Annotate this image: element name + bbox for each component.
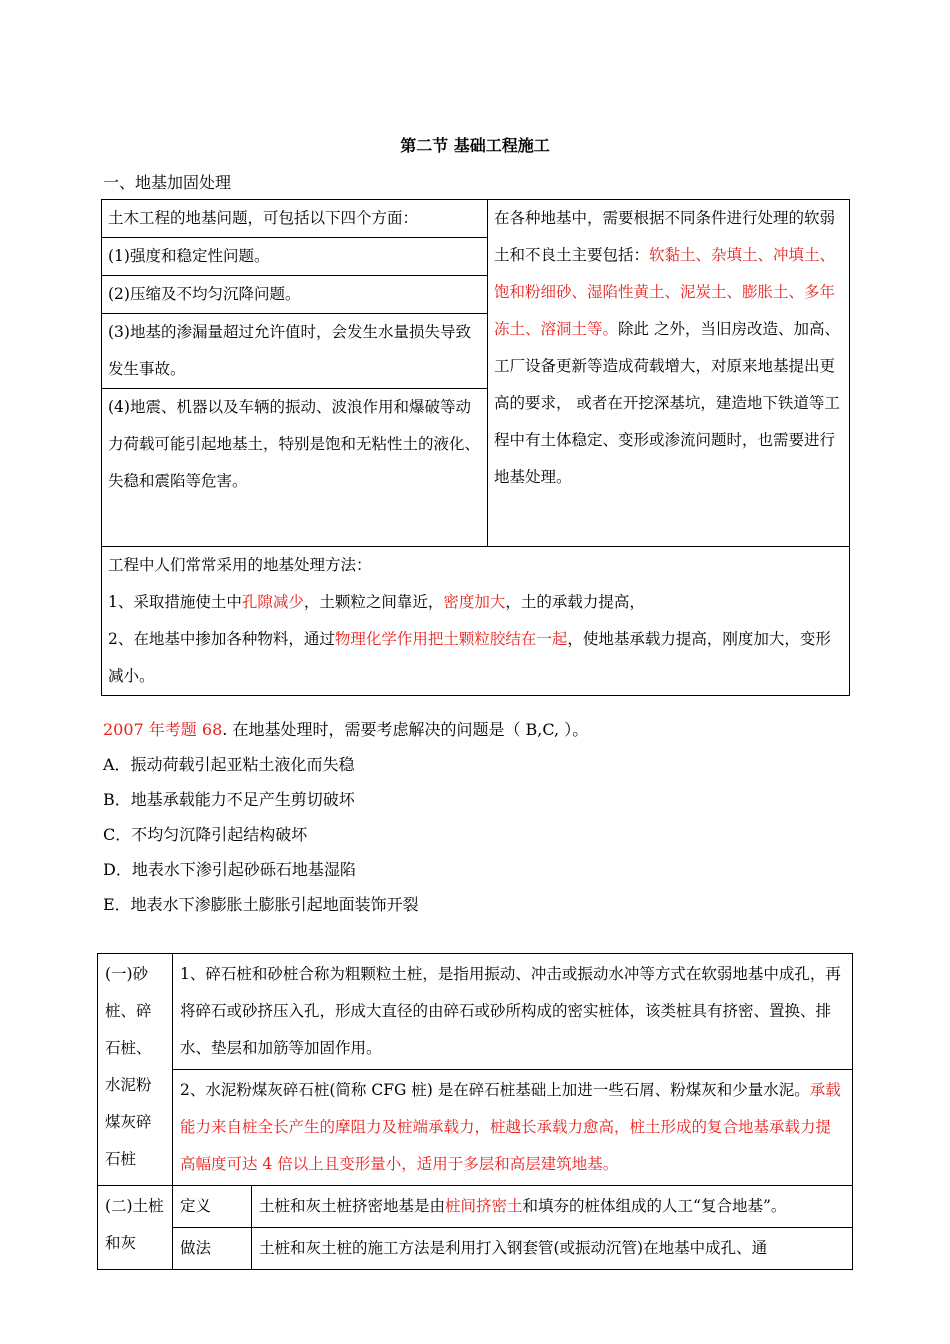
method-1-text-c: ，土的承载力提高， <box>505 593 645 611</box>
cfg-pile-highlight: 承载能力来自桩全长产生的摩阻力及桩端承载力，桩越长承载力愈高，桩土形成的复合地基承载力提高幅度可达 4 倍以上且变形量小，适用于多层和高层建筑地基。 <box>180 1081 841 1173</box>
method-label: 做法 <box>173 1228 252 1270</box>
method-2-text-a: 2、在地基中掺加各种物料，通过 <box>108 630 335 648</box>
definition-text-b: 和填夯的桩体组成的人工“复合地基”。 <box>522 1197 787 1215</box>
table1-left-cell-4: (4)地震、机器以及车辆的振动、波浪作用和爆破等动力荷载可能引起地基土，特别是饱和无粘性土的液化、失稳和震陷等危害。 <box>102 389 488 547</box>
cfg-pile-text: 2、水泥粉煤灰碎石桩(简称 CFG 桩) 是在碎石桩基础上加进一些石屑、粉煤灰和少量水泥。 <box>180 1081 810 1099</box>
exam-question <box>103 712 588 922</box>
question-stem <box>103 712 588 747</box>
section-heading: 一、地基加固处理 <box>103 173 232 192</box>
definition-text-a: 土桩和灰土桩挤密地基是由 <box>259 1197 446 1215</box>
gravel-pile-desc: 1、碎石桩和砂桩合称为粗颗粒土桩，是指用振动、冲击或振动水冲等方式在软弱地基中成孔，再将碎石或砂挤压入孔，形成大直径的由碎石或砂所构成的密实桩体，该类桩具有挤密、置换、排水、垫层和加筋等加固作用。 <box>173 954 853 1070</box>
cfg-pile-desc <box>173 1070 853 1186</box>
methods-title: 工程中人们常常采用的地基处理方法： <box>108 556 372 574</box>
category-1: (一)砂桩、碎石桩、水泥粉煤灰碎石桩 <box>98 954 173 1186</box>
definition-highlight: 桩间挤密土 <box>445 1197 523 1215</box>
category-2: (二)土桩和灰 <box>98 1186 173 1270</box>
option-b: B．地基承载能力不足产生剪切破坏 <box>103 790 355 809</box>
method-2-highlight: 物理化学作用把土颗粒胶结在一起 <box>334 630 568 648</box>
method-1-highlight-2: 密度加大 <box>443 593 506 611</box>
page-title: 第二节 基础工程施工 <box>400 136 550 155</box>
method-1-text-a: 1、采取措施使土中 <box>108 593 242 611</box>
foundation-problems-table <box>101 199 850 696</box>
definition-text <box>252 1186 853 1228</box>
table1-left-cell-0: 土木工程的地基问题，可包括以下四个方面： <box>102 200 488 238</box>
method-2 <box>108 621 843 695</box>
pile-methods-table <box>97 953 853 1270</box>
method-1-text-b: ，土颗粒之间靠近， <box>303 593 444 611</box>
weak-soil-extra: 除此 之外，当旧房改造、加高、工厂设备更新等造成荷载增大，对原来地基提出更高的要求， 或者在开挖深基坑，建造地下铁道等工程中有土体稳定、变形或渗流问题时，也需要进行地基处理。 <box>494 320 840 486</box>
option-a: A．振动荷载引起亚粘土液化而失稳 <box>103 755 355 774</box>
option-e: E．地表水下渗膨胀土膨胀引起地面装饰开裂 <box>103 895 419 914</box>
option-c: C．不均匀沉降引起结构破坏 <box>103 825 308 844</box>
method-1 <box>108 584 843 621</box>
weak-soil-intro: 在各种地基中，需要根据不同条件进行处理的软弱土和不良土主要包括： <box>494 209 836 264</box>
definition-label: 定义 <box>173 1186 252 1228</box>
question-year: 2007 年考题 68 <box>103 720 223 739</box>
table1-left-cell-1: (1)强度和稳定性问题。 <box>102 238 488 276</box>
table1-left-cell-2: (2)压缩及不均匀沉降问题。 <box>102 276 488 314</box>
method-1-highlight-1: 孔隙减少 <box>241 593 304 611</box>
table1-left-cell-3: (3)地基的渗漏量超过允许值时，会发生水量损失导致发生事故。 <box>102 314 488 389</box>
method-text: 土桩和灰土桩的施工方法是利用打入钢套管(或振动沉管)在地基中成孔、通 <box>252 1228 853 1270</box>
weak-soil-list: 软黏土、杂填土、冲填土、饱和粉细砂、湿陷性黄土、泥炭土、膨胀土、多年冻土、溶洞土等。 <box>494 246 836 338</box>
option-d: D．地表水下渗引起砂砾石地基湿陷 <box>103 860 356 879</box>
method-2-text-b: ，使地基承载力提高，刚度加大，变形减小。 <box>108 630 831 685</box>
question-text: . 在地基处理时，需要考虑解决的问题是（ B,C, ）。 <box>222 720 589 739</box>
methods-cell <box>102 547 850 696</box>
table1-right-cell <box>488 200 850 547</box>
